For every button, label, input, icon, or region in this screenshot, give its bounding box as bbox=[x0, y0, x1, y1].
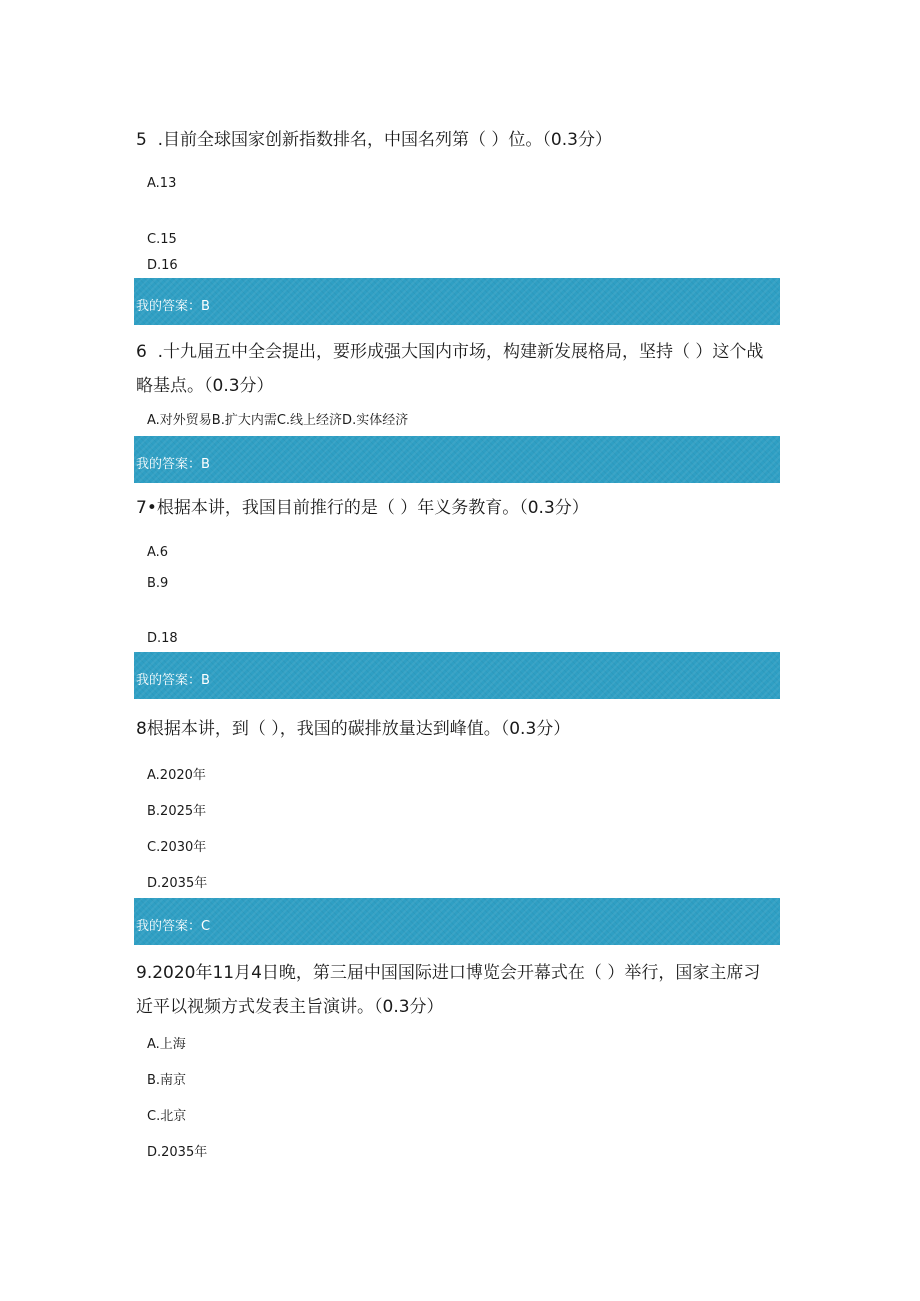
question-8-option-d[interactable]: D.2035年 bbox=[147, 876, 208, 891]
question-8-my-answer: 我的答案：C bbox=[136, 919, 211, 934]
question-5-answer-bar bbox=[134, 278, 780, 325]
question-7-option-d[interactable]: D.18 bbox=[147, 631, 178, 646]
question-7-answer-bar bbox=[134, 652, 780, 699]
question-6-my-answer: 我的答案：B bbox=[136, 457, 210, 472]
question-8-option-c[interactable]: C.2030年 bbox=[147, 840, 207, 855]
question-9-option-c[interactable]: C.北京 bbox=[147, 1109, 187, 1124]
question-7-option-b[interactable]: B.9 bbox=[147, 576, 169, 591]
question-5-option-a[interactable]: A.13 bbox=[147, 176, 177, 191]
question-8-option-b[interactable]: B.2025年 bbox=[147, 804, 207, 819]
question-8-answer-bar bbox=[134, 898, 780, 945]
question-7-my-answer: 我的答案：B bbox=[136, 673, 210, 688]
question-6-title: 6 .十九届五中全会提出，要形成强大国内市场，构建新发展格局，坚持（ ）这个战略基点。（0.3分） bbox=[136, 342, 764, 396]
question-5-title: 5 .目前全球国家创新指数排名，中国名列第（ ）位。（0.3分） bbox=[136, 130, 612, 150]
question-7-title: 7•根据本讲，我国目前推行的是（ ）年义务教育。（0.3分） bbox=[136, 498, 589, 518]
question-9-option-b[interactable]: B.南京 bbox=[147, 1073, 187, 1088]
question-9-option-d[interactable]: D.2035年 bbox=[147, 1145, 208, 1160]
question-7-option-a[interactable]: A.6 bbox=[147, 545, 169, 560]
question-5-my-answer: 我的答案：B bbox=[136, 299, 210, 314]
question-8-title: 8根据本讲，到（ ），我国的碳排放量达到峰值。（0.3分） bbox=[136, 719, 571, 739]
question-5-option-c[interactable]: C.15 bbox=[147, 232, 177, 247]
question-9-title: 9.2020年11月4日晚，第三届中国国际进口博览会开幕式在（ ）举行，国家主席习近平以视频方式发表主旨演讲。（0.3分） bbox=[136, 963, 761, 1017]
question-5-option-d[interactable]: D.16 bbox=[147, 258, 178, 273]
question-9-option-a[interactable]: A.上海 bbox=[147, 1037, 186, 1052]
question-6-options[interactable]: A.对外贸易B.扩大内需C.线上经济D.实体经济 bbox=[147, 413, 409, 428]
question-6-answer-bar bbox=[134, 436, 780, 483]
question-8-option-a[interactable]: A.2020年 bbox=[147, 768, 206, 783]
